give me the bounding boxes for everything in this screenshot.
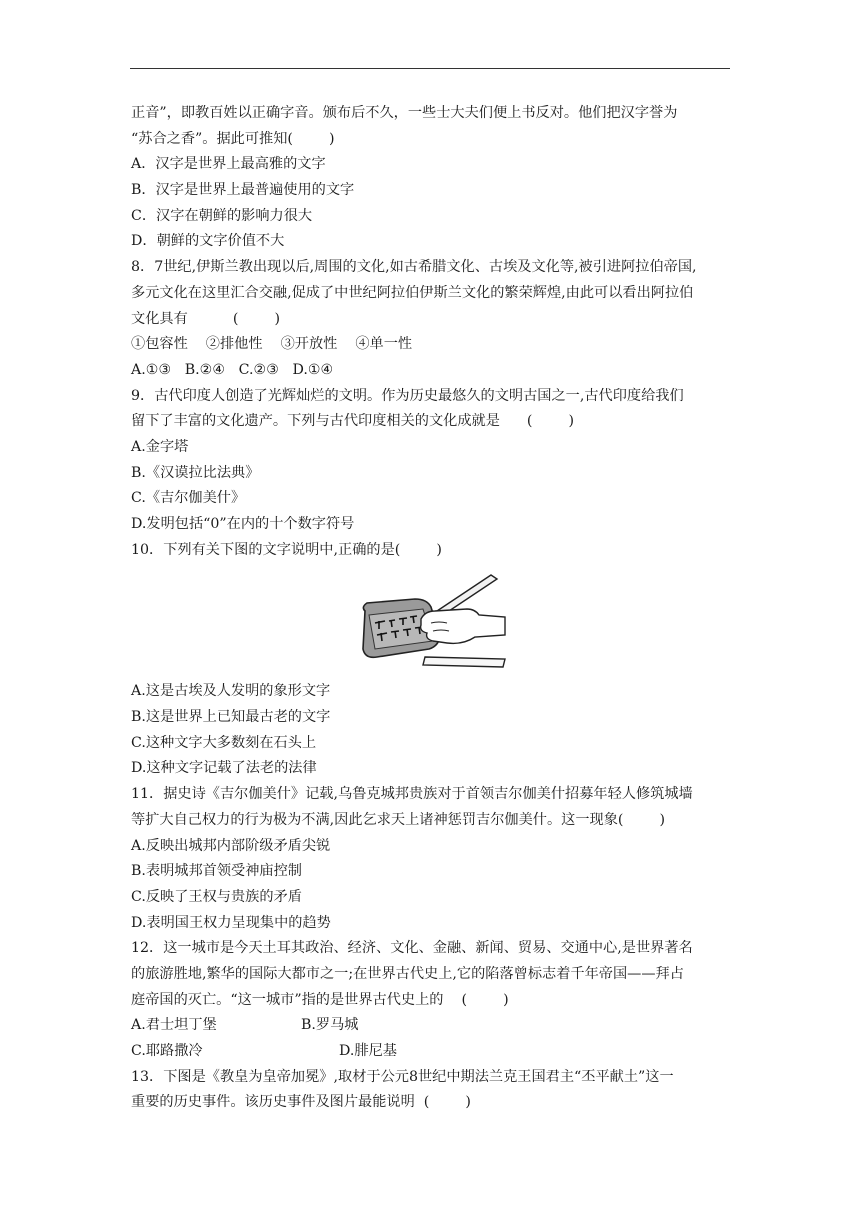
option-d: D.发明包括“0”在内的十个数字符号 (131, 516, 355, 532)
option-d: D.腓尼基 (339, 1043, 397, 1059)
exam-page (131, 101, 731, 1116)
option-d: D.这种文字记载了法老的法律 (131, 760, 317, 777)
question-stem: 留下了丰富的文化遗产。下列与古代印度相关的文化成就是 ( ) (131, 413, 575, 430)
question-8 (131, 255, 731, 383)
question-stem: 正音”，即教百姓以正确字音。颁布后不久，一些士大夫们便上书反对。他们把汉字誉为 (131, 105, 678, 121)
choice-items: ①包容性 ②排他性 ③开放性 ④单一性 (131, 336, 413, 353)
options-row (131, 1039, 731, 1065)
option-c: C.这种文字大多数刻在石头上 (131, 734, 317, 751)
option-a: A.这是古埃及人发明的象形文字 (131, 683, 331, 700)
question-stem: 10．下列有关下图的文字说明中,正确的是( ) (131, 541, 442, 558)
option-a: A.反映出城邦内部阶级矛盾尖锐 (131, 837, 331, 854)
header-rule (130, 68, 730, 69)
question-stem: 11．据史诗《吉尔伽美什》记载,乌鲁克城邦贵族对于首领吉尔伽美什招募年轻人修筑城墙 (131, 786, 693, 803)
question-stem: 9．古代印度人创造了光辉灿烂的文明。作为历史最悠久的文明古国之一,古代印度给我们 (131, 387, 684, 404)
cuneiform-tablet-illustration (355, 563, 515, 675)
option-b: B．汉字是世界上最普遍使用的文字 (131, 182, 355, 199)
question-stem: 8．7世纪,伊斯兰教出现以后,周围的文化,如古希腊文化、古埃及文化等,被引进阿拉伯帝国, (131, 259, 697, 276)
option-c: C.耶路撒冷 (131, 1043, 203, 1059)
question-11 (131, 782, 731, 936)
cuneiform-tablet-figure (131, 563, 731, 679)
option-a: A．汉字是世界上最高雅的文字 (131, 156, 326, 173)
question-stem: 12．这一城市是今天土耳其政治、经济、文化、金融、新闻、贸易、交通中心,是世界著名 (131, 940, 693, 957)
option-b: B.这是世界上已知最古老的文字 (131, 709, 331, 726)
question-7 (131, 101, 731, 255)
question-stem: 重要的历史事件。该历史事件及图片最能说明 ( ) (131, 1094, 471, 1111)
option-d: D．朝鲜的文字价值不大 (131, 233, 285, 250)
option-b: B.罗马城 (301, 1017, 359, 1034)
question-stem: 庭帝国的灭亡。“这一城市”指的是世界古代史上的 ( ) (131, 991, 509, 1008)
option-d: D.表明国王权力呈现集中的趋势 (131, 914, 331, 931)
options-row (131, 1013, 731, 1039)
question-stem: 文化具有 ( ) (131, 310, 280, 327)
option-b: B.《汉谟拉比法典》 (131, 464, 260, 481)
question-stem: 等扩大自己权力的行为极为不满,因此乞求天上诸神惩罚吉尔伽美什。这一现象( ) (131, 811, 666, 828)
question-stem: 13．下图是《教皇为皇帝加冕》,取材于公元8世纪中期法兰克王国君主“丕平献土”这一 (131, 1068, 674, 1085)
options-row: A.①③ B.②④ C.②③ D.①④ (131, 361, 334, 378)
option-b: B.表明城邦首领受神庙控制 (131, 863, 302, 880)
option-c: C．汉字在朝鲜的影响力很大 (131, 207, 313, 224)
option-c: C.《吉尔伽美什》 (131, 490, 246, 507)
question-9 (131, 384, 731, 538)
question-stem: 的旅游胜地,繁华的国际大都市之一;在世界古代史上,它的陷落曾标志着千年帝国——拜占 (131, 965, 684, 982)
question-13 (131, 1065, 731, 1116)
option-c: C.反映了王权与贵族的矛盾 (131, 888, 302, 905)
question-stem: 多元文化在这里汇合交融,促成了中世纪阿拉伯伊斯兰文化的繁荣辉煌,由此可以看出阿拉伯 (131, 284, 694, 301)
option-a: A.君士坦丁堡 (131, 1017, 217, 1034)
question-10 (131, 538, 731, 782)
question-stem: “苏合之香”。据此可推知( ) (131, 130, 335, 147)
question-12 (131, 936, 731, 1064)
option-a: A.金字塔 (131, 438, 189, 455)
